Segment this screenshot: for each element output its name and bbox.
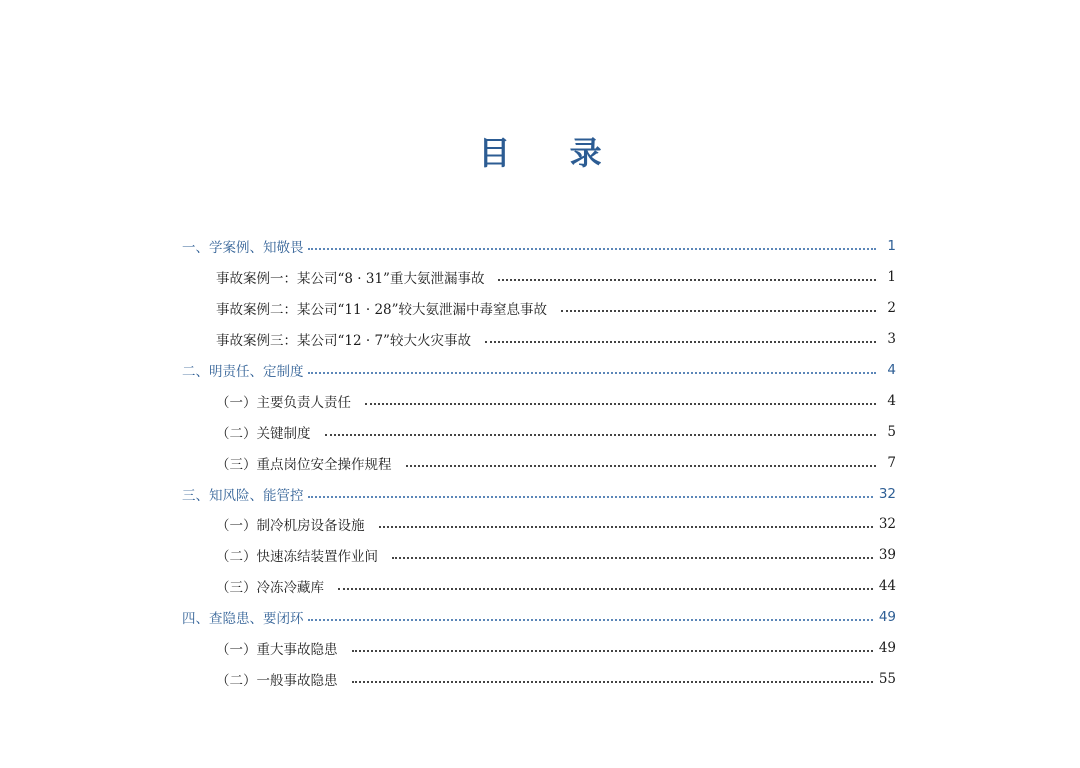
toc-page-number: 39 (878, 547, 896, 564)
toc-entry-label: 四、查隐患、要闭环 (182, 611, 304, 628)
toc-entry-label: （三）重点岗位安全操作规程 (216, 456, 392, 473)
dot-leader (308, 619, 873, 621)
toc-page-number: 7 (887, 454, 896, 471)
toc-page-number: 1 (887, 269, 896, 286)
toc-page-number: 49 (878, 609, 896, 626)
dot-leader (308, 372, 877, 374)
toc-entry-label: （二）快速冻结装置作业间 (216, 549, 378, 566)
page-title: 目 录 (478, 134, 626, 172)
dot-leader (485, 341, 876, 343)
toc-page-number: 44 (878, 578, 896, 595)
toc-page-number: 5 (887, 423, 896, 440)
dot-leader (498, 279, 876, 281)
toc-entry-label: （二）一般事故隐患 (216, 672, 338, 689)
toc-section-1[interactable] (182, 231, 896, 262)
toc-item[interactable] (182, 540, 896, 571)
toc-item[interactable] (182, 262, 896, 293)
toc-page-number: 1 (887, 238, 896, 255)
toc-item[interactable] (182, 633, 896, 664)
toc-section-2[interactable] (182, 355, 896, 386)
toc-item[interactable] (182, 416, 896, 447)
dot-leader (392, 557, 873, 559)
toc-item[interactable] (182, 293, 896, 324)
toc-item[interactable] (182, 571, 896, 602)
toc-section-3[interactable] (182, 478, 896, 509)
toc-entry-label: （一）主要负责人责任 (216, 394, 351, 411)
toc-item[interactable] (182, 324, 896, 355)
toc-entry-label: 一、学案例、知敬畏 (182, 240, 304, 257)
toc-page-number: 4 (887, 362, 896, 378)
toc-item[interactable] (182, 509, 896, 540)
dot-leader (379, 526, 873, 528)
toc-page-number: 3 (887, 331, 896, 348)
toc-section-4[interactable] (182, 602, 896, 633)
dot-leader (365, 403, 876, 405)
toc-entry-label: （二）关键制度 (216, 425, 311, 442)
toc-item[interactable] (182, 447, 896, 478)
dot-leader (308, 248, 877, 250)
dot-leader (352, 650, 873, 652)
toc-page-number: 55 (878, 670, 896, 687)
toc-entry-label: 事故案例二：某公司“11 · 28”较大氨泄漏中毒窒息事故 (216, 302, 548, 319)
dot-leader (561, 310, 876, 312)
toc-entry-label: 二、明责任、定制度 (182, 364, 304, 380)
toc-page-number: 32 (878, 516, 896, 533)
dot-leader (325, 434, 877, 436)
dot-leader (406, 465, 877, 467)
toc-entry-label: 事故案例三：某公司“12 · 7”较大火灾事故 (216, 333, 471, 350)
toc-entry-label: （一）重大事故隐患 (216, 642, 338, 659)
dot-leader (308, 496, 873, 498)
toc-page-number: 49 (878, 640, 896, 657)
toc-entry-label: 三、知风险、能管控 (182, 487, 304, 504)
dot-leader (352, 681, 873, 683)
toc-page-number: 2 (887, 300, 896, 317)
dot-leader (338, 588, 873, 590)
toc-entry-label: （三）冷冻冷藏库 (216, 580, 324, 597)
toc-entry-label: 事故案例一：某公司“8 · 31”重大氨泄漏事故 (216, 271, 485, 288)
toc-list (182, 231, 896, 694)
toc-page-number: 4 (887, 392, 896, 409)
toc-item[interactable] (182, 385, 896, 416)
toc-page-number: 32 (878, 485, 896, 502)
toc-entry-label: （一）制冷机房设备设施 (216, 518, 365, 535)
toc-item[interactable] (182, 663, 896, 694)
